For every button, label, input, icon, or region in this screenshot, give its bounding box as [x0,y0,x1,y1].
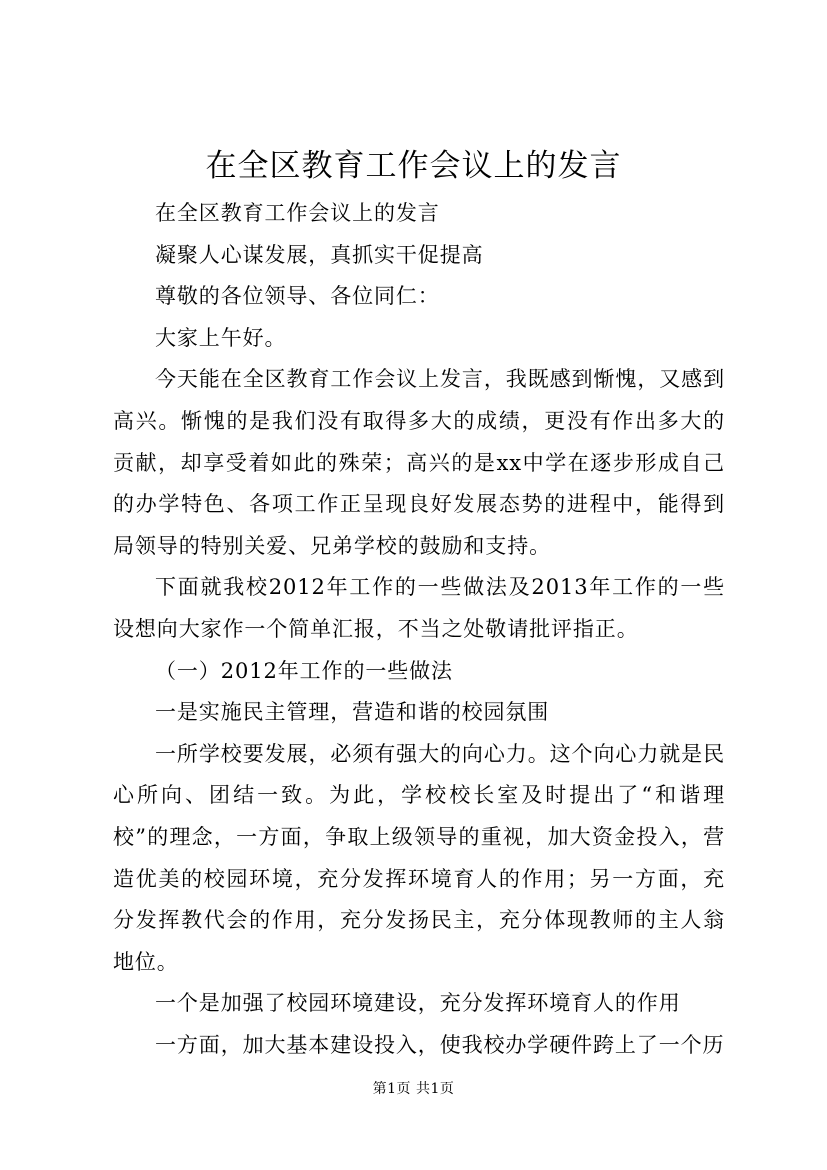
subsection-heading: 一是实施民主管理，营造和谐的校园氛围 [155,700,550,725]
section-heading: （一）2012年工作的一些做法 [155,658,453,683]
paragraph: 一所学校要发展，必须有强大的向心力。这个向心力就是民心所向、团结一致。为此，学校校长室及时提出了“和谐理校”的理念，一方面，争取上级领导的重视，加大资金投入，营造优美的校园环境，充分发挥环境育人的作用；另一方面，充分发挥教代会的作用，充分发扬民主，充分体现教师的主人翁地位。 [113,741,725,974]
paragraph: 下面就我校2012年工作的一些做法及2013年工作的一些设想向大家作一个简单汇报，不当之处敬请批评指正。 [113,575,725,641]
paragraph: 一方面，加大基本建设投入，使我校办学硬件跨上了一个历 [155,1032,725,1057]
document-body [113,193,725,1066]
paragraph: 大家上午好。 [155,325,287,350]
paragraph: 今天能在全区教育工作会议上发言，我既感到惭愧，又感到高兴。惭愧的是我们没有取得多大的成绩，更没有作出多大的贡献，却享受着如此的殊荣；高兴的是xx中学在逐步形成自己的办学特色、各项工作正呈现良好发展态势的进程中，能得到局领导的特别关爱、兄弟学校的鼓励和支持。 [113,367,725,558]
paragraph: 尊敬的各位领导、各位同仁： [155,284,440,309]
paragraph: 凝聚人心谋发展，真抓实干促提高 [155,242,484,267]
paragraph: 在全区教育工作会议上的发言 [155,201,440,225]
page-footer: 第1页 共1页 [372,1081,455,1097]
document-title: 在全区教育工作会议上的发言 [205,148,622,184]
subsection-heading: 一个是加强了校园环境建设，充分发挥环境育人的作用 [155,991,681,1016]
